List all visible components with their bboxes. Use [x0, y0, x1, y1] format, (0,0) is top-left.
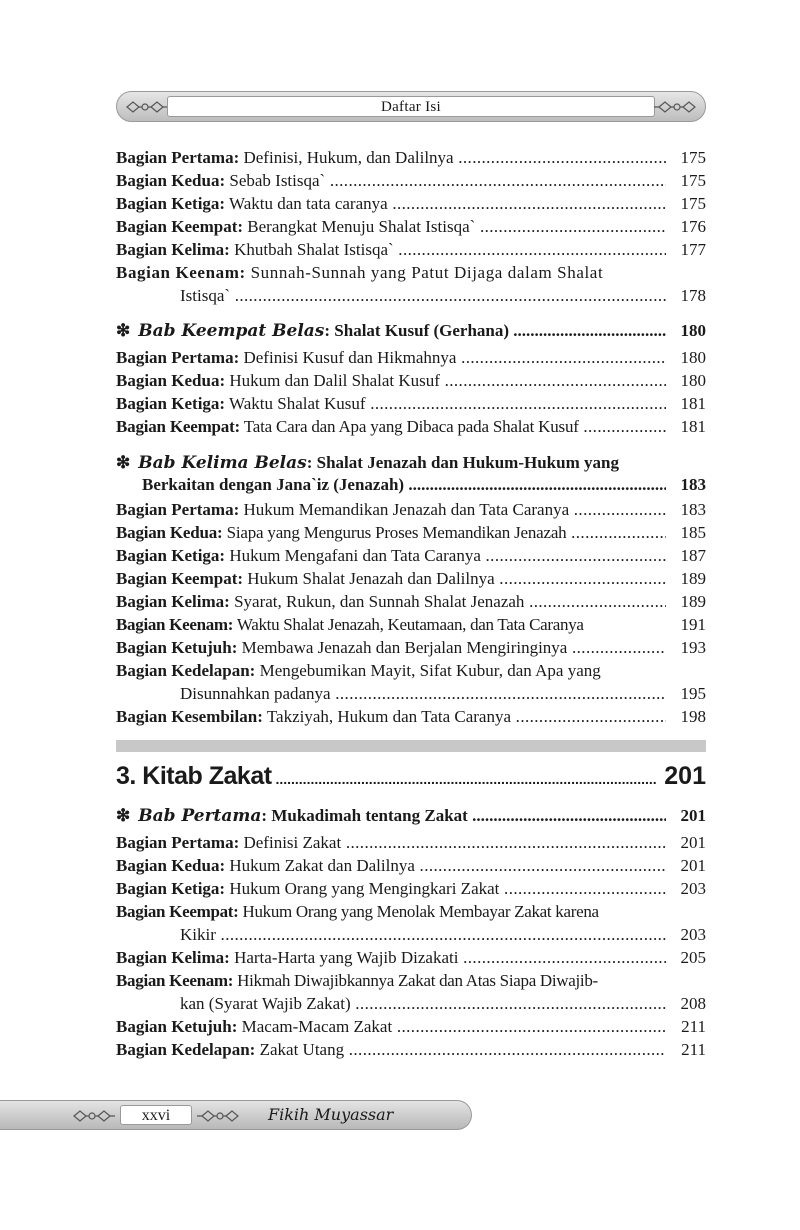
- page-number: xxvi: [120, 1105, 192, 1125]
- toc-entry[interactable]: Bagian Pertama: Definisi Zakat ..... 201: [116, 831, 706, 854]
- toc-entry[interactable]: Bagian Keempat: Tata Cara dan Apa yang Dibaca pada Shalat Kusuf ..... 181: [116, 415, 706, 438]
- toc-entry[interactable]: Bagian Ketujuh: Macam-Macam Zakat ..... 211: [116, 1015, 706, 1038]
- toc-entry[interactable]: Bagian Ketiga: Hukum Orang yang Mengingkari Zakat ..... 203: [116, 877, 706, 900]
- floral-ornament-icon: [196, 1107, 240, 1125]
- chapter-heading[interactable]: ❇ Bab Kelima Belas: Shalat Jenazah dan Hukum-Hukum yang: [116, 453, 619, 473]
- chapter-heading-continued[interactable]: Berkaitan dengan Jana`iz (Jenazah) ..... 183: [116, 472, 706, 498]
- toc-entry[interactable]: Bagian Pertama: Hukum Memandikan Jenazah dan Tata Caranya ..... 183: [116, 498, 706, 521]
- toc-entry[interactable]: Bagian Kesembilan: Takziyah, Hukum dan Tata Caranya ..... 198: [116, 705, 706, 728]
- toc-entry[interactable]: Bagian Keempat: Hukum Orang yang Menolak Membayar Zakat karena: [116, 902, 599, 921]
- toc-entry[interactable]: Bagian Kedelapan: Mengebumikan Mayit, Sifat Kubur, dan Apa yang: [116, 661, 601, 680]
- toc-entry[interactable]: Bagian Kedua: Sebab Istisqa` ..... 175: [116, 169, 706, 192]
- toc-entry[interactable]: Bagian Ketiga: Waktu dan tata caranya ..... 175: [116, 192, 706, 215]
- chapter-heading[interactable]: ❇ Bab Pertama: Mukadimah tentang Zakat ..... 201: [116, 803, 706, 829]
- part-heading[interactable]: 3. Kitab Zakat ..... 201: [116, 758, 706, 794]
- asterisk-star-icon: ❇: [116, 806, 131, 825]
- asterisk-star-icon: ❇: [116, 453, 131, 472]
- floral-ornament-icon: [72, 1107, 116, 1125]
- toc-entry[interactable]: Bagian Kedua: Hukum dan Dalil Shalat Kusuf ..... 180: [116, 369, 706, 392]
- toc-entry[interactable]: Bagian Kelima: Harta-Harta yang Wajib Dizakati ..... 205: [116, 946, 706, 969]
- toc-entry-continued[interactable]: kan (Syarat Wajib Zakat) ..... 208: [116, 992, 706, 1015]
- floral-ornament-icon: [653, 98, 697, 116]
- header-title: Daftar Isi: [167, 96, 655, 117]
- toc-entry[interactable]: Bagian Pertama: Definisi, Hukum, dan Dalilnya ..... 175: [116, 146, 706, 169]
- toc-entry[interactable]: Bagian Kelima: Khutbah Shalat Istisqa` ..... 177: [116, 238, 706, 261]
- toc-entry[interactable]: Bagian Kedua: Siapa yang Mengurus Proses Memandikan Jenazah ..... 185: [116, 521, 706, 544]
- toc-entry[interactable]: Bagian Keenam: Sunnah-Sunnah yang Patut Dijaga dalam Shalat: [116, 263, 604, 282]
- running-footer: [0, 1100, 472, 1130]
- toc-entry-continued[interactable]: Istisqa` ..... 178: [116, 284, 706, 307]
- toc-entry[interactable]: Bagian Pertama: Definisi Kusuf dan Hikmahnya ..... 180: [116, 346, 706, 369]
- toc-entry[interactable]: Bagian Ketujuh: Membawa Jenazah dan Berjalan Mengiringinya ..... 193: [116, 636, 706, 659]
- toc-entry[interactable]: Bagian Ketiga: Waktu Shalat Kusuf ..... 181: [116, 392, 706, 415]
- floral-ornament-icon: [125, 98, 169, 116]
- toc-entry[interactable]: Bagian Keenam: Waktu Shalat Jenazah, Keutamaan, dan Tata Caranya 191: [116, 615, 706, 634]
- toc-entry-continued[interactable]: Disunnahkan padanya ..... 195: [116, 682, 706, 705]
- toc-entry[interactable]: Bagian Keempat: Hukum Shalat Jenazah dan Dalilnya ..... 189: [116, 567, 706, 590]
- toc-entry-continued[interactable]: Kikir ..... 203: [116, 923, 706, 946]
- running-header: [116, 91, 706, 122]
- toc-entry[interactable]: Bagian Ketiga: Hukum Mengafani dan Tata Caranya ..... 187: [116, 544, 706, 567]
- toc-entry[interactable]: Bagian Kedelapan: Zakat Utang ..... 211: [116, 1038, 706, 1061]
- toc-entry[interactable]: Bagian Kelima: Syarat, Rukun, dan Sunnah Shalat Jenazah ..... 189: [116, 590, 706, 613]
- book-title: Fikih Muyassar: [268, 1105, 394, 1124]
- toc-entry[interactable]: Bagian Keempat: Berangkat Menuju Shalat Istisqa` ..... 176: [116, 215, 706, 238]
- asterisk-star-icon: ❇: [116, 321, 131, 340]
- toc-entry[interactable]: Bagian Kedua: Hukum Zakat dan Dalilnya ..... 201: [116, 854, 706, 877]
- part-divider: [116, 740, 706, 752]
- toc-entry[interactable]: Bagian Keenam: Hikmah Diwajibkannya Zakat dan Atas Siapa Diwajib-: [116, 971, 598, 990]
- chapter-heading[interactable]: ❇ Bab Keempat Belas: Shalat Kusuf (Gerhana) ..... 180: [116, 318, 706, 344]
